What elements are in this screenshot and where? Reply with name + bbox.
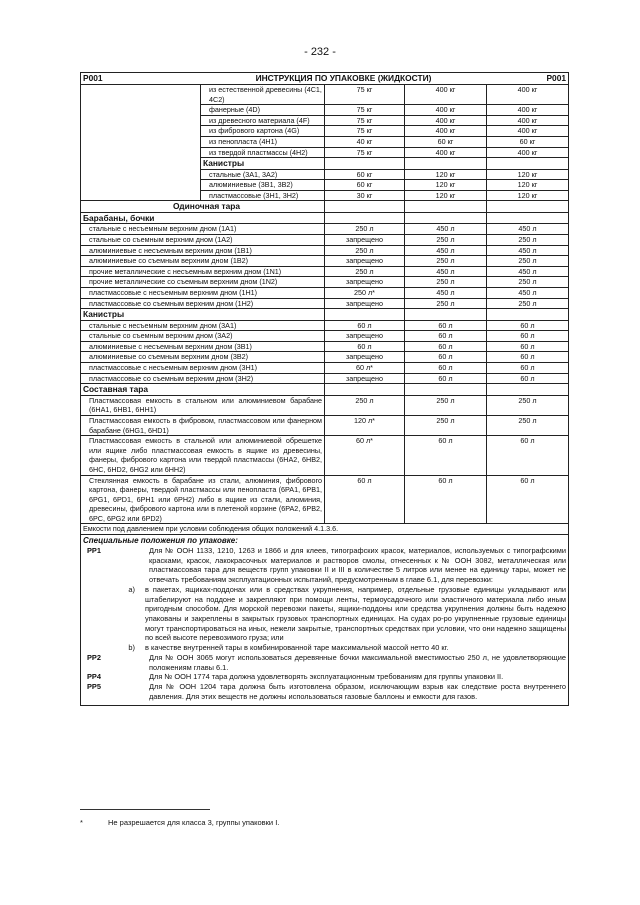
value-cell: запрещено [325, 277, 405, 288]
value-cell: 400 кг [405, 126, 487, 137]
table-row [81, 266, 569, 277]
value-cell: 400 кг [405, 115, 487, 126]
empty-cell [325, 384, 405, 396]
value-cell: 60 л [487, 341, 569, 352]
value-cell: 75 кг [325, 126, 405, 137]
value-cell: запрещено [325, 235, 405, 246]
row-label: пластмассовые с несъемным верхним дном (3H1) [81, 363, 325, 374]
subsection-row [81, 158, 569, 170]
table-row [81, 277, 569, 288]
value-cell: 120 л* [325, 415, 405, 435]
value-cell: 450 л [487, 224, 569, 235]
section-title-row [81, 384, 569, 396]
empty-cell [325, 309, 405, 321]
table-row [81, 298, 569, 309]
value-cell: 60 кг [405, 136, 487, 147]
value-cell: 450 л [405, 288, 487, 299]
section-title-row [81, 309, 569, 321]
provision-text: Для № ООН 1774 тара должна удовлетворять эксплуатационным требованиям для группы упаковки II. [149, 672, 504, 682]
value-cell: 250 л [405, 298, 487, 309]
row-label: фанерные (4D) [201, 105, 325, 116]
row-label: из фибрового картона (4G) [201, 126, 325, 137]
value-cell: 450 л [405, 266, 487, 277]
value-cell: 400 кг [405, 85, 487, 105]
row-label: стальные со съемным верхним дном (3A2) [81, 331, 325, 342]
value-cell: запрещено [325, 298, 405, 309]
row-label: стальные с несъемным верхним дном (1A1) [81, 224, 325, 235]
provision-code: PP1 [87, 546, 101, 556]
table-row [81, 352, 569, 363]
value-cell: 30 кг [325, 190, 405, 201]
empty-cell [405, 201, 487, 213]
subitem-text: в качестве внутренней тары в комбинированной таре максимальной массой нетто 40 кг. [145, 643, 449, 653]
table-row [81, 288, 569, 299]
table-row [81, 341, 569, 352]
row-label: из пенопласта (4H1) [201, 136, 325, 147]
spacer-cell [81, 136, 201, 147]
row-label: Стеклянная емкость в барабане из стали, алюминия, фибрового картона, фанеры, твердой пластмассы или пенопласта (6PA1, 6PB1, 6PG1, 6PD1, 6PH1 или 6PH2) либо в ящике из стали, алюминия, древесины, фибрового картона или в плетеной корзине (6PA2, 6PB2, 6PC, 6PG2 или 6PD2) [81, 475, 325, 524]
row-label: прочие металлические со съемным верхним дном (1N2) [81, 277, 325, 288]
table-row [81, 190, 569, 201]
spacer-cell [81, 180, 201, 191]
row-label: пластмассовые (3H1, 3H2) [201, 190, 325, 201]
value-cell: 60 кг [325, 180, 405, 191]
provision-code: PP2 [87, 652, 101, 662]
table-row [81, 180, 569, 191]
value-cell: 250 л [487, 395, 569, 415]
value-cell: 250 л [405, 277, 487, 288]
subitem-label: b) [128, 643, 135, 653]
value-cell: 60 л [405, 363, 487, 374]
value-cell: 250 л [405, 256, 487, 267]
footnote-separator [80, 809, 210, 810]
spacer-cell [81, 105, 201, 116]
section-title: Составная тара [81, 384, 325, 396]
row-label: пластмассовые с несъемным верхним дном (1H1) [81, 288, 325, 299]
table-row [81, 436, 569, 475]
header-right-code: P001 [487, 73, 569, 85]
table-row [81, 415, 569, 435]
value-cell: 40 кг [325, 136, 405, 147]
empty-cell [405, 158, 487, 170]
value-cell: 400 кг [405, 105, 487, 116]
value-cell: 60 л [487, 331, 569, 342]
row-label: алюминиевые (3B1, 3B2) [201, 180, 325, 191]
row-label: алюминиевые с несъемным верхним дном (1B1) [81, 245, 325, 256]
empty-cell [405, 212, 487, 224]
row-label: алюминиевые со съемным верхним дном (3B2) [81, 352, 325, 363]
value-cell: 120 кг [487, 180, 569, 191]
value-cell: 120 кг [405, 190, 487, 201]
table-row [81, 475, 569, 524]
value-cell: 450 л [405, 224, 487, 235]
value-cell: 75 кг [325, 105, 405, 116]
value-cell: 60 л [487, 363, 569, 374]
value-cell: 250 л [487, 235, 569, 246]
table-row [81, 395, 569, 415]
value-cell: 450 л [487, 288, 569, 299]
empty-cell [405, 384, 487, 396]
value-cell: 60 л [325, 320, 405, 331]
value-cell: 60 кг [487, 136, 569, 147]
value-cell: запрещено [325, 352, 405, 363]
provision-item [83, 682, 566, 701]
spacer-cell [81, 169, 201, 180]
table-row [81, 126, 569, 137]
provision-text: Для № ООН 1133, 1210, 1263 и 1866 и для клеев, типографских красок, материалов, используемых с типографскими красками, красок, лакокрасочных материалов и растворов смолы, отнесенных к № ООН 3082, металлическая или пластмассовая тара для веществ групп упаковки II и III в количестве 5 литров или менее на единицу тары, может не отвечать требованиям эксплуатационных испытаний, предусмотренным в главе 6.1, для перевозки: [149, 546, 567, 585]
row-label: пластмассовые со съемным верхним дном (1H2) [81, 298, 325, 309]
value-cell: 60 л [405, 331, 487, 342]
value-cell: 60 л [405, 341, 487, 352]
value-cell: 60 л* [325, 363, 405, 374]
value-cell: 400 кг [487, 105, 569, 116]
page-number: - 232 - [304, 46, 336, 58]
empty-cell [487, 384, 569, 396]
value-cell: запрещено [325, 331, 405, 342]
value-cell: 75 кг [325, 147, 405, 158]
value-cell: 250 л [487, 277, 569, 288]
value-cell: 120 кг [405, 169, 487, 180]
row-label: стальные с несъемным верхним дном (3A1) [81, 320, 325, 331]
table-row [81, 169, 569, 180]
value-cell: 120 кг [405, 180, 487, 191]
value-cell: запрещено [325, 256, 405, 267]
spacer-cell [81, 126, 201, 137]
provision-item [83, 672, 566, 682]
value-cell: 250 л [487, 256, 569, 267]
provision-text: Для № ООН 1204 тара должна быть изготовлена образом, исключающим взрыв как следствие роста внутреннего давления. Для этих веществ не должны использоваться газовые баллоны и емкости для газов. [149, 681, 567, 701]
value-cell: 75 кг [325, 85, 405, 105]
empty-cell [487, 201, 569, 213]
provision-subitem [83, 643, 566, 653]
spacer-cell [81, 85, 201, 105]
empty-cell [325, 201, 405, 213]
value-cell: 450 л [405, 245, 487, 256]
provision-item [83, 546, 566, 585]
value-cell: 75 кг [325, 115, 405, 126]
value-cell: 400 кг [405, 147, 487, 158]
instruction-grid [80, 72, 569, 706]
row-label: прочие металлические с несъемным верхним дном (1N1) [81, 266, 325, 277]
note-row [81, 524, 569, 535]
spacer-cell [81, 115, 201, 126]
value-cell: 120 кг [487, 190, 569, 201]
table-row [81, 105, 569, 116]
footnote-text: Не разрешается для класса 3, группы упаковки I. [108, 818, 280, 827]
table-row [81, 224, 569, 235]
spacer-cell [81, 158, 201, 170]
section-title: Барабаны, бочки [81, 212, 325, 224]
value-cell: 60 л [325, 341, 405, 352]
value-cell: 400 кг [487, 85, 569, 105]
row-label: Пластмассовая емкость в стальной или алюминиевой обрешетке или ящике либо пластмассовая емкость в ящике из древесины, фанеры, фибрового картона или твердой пластмассы (6HA2, 6HB2, 6HC, 6HD2, 6HG2 или 6HH2) [81, 436, 325, 475]
value-cell: 250 л [405, 415, 487, 435]
row-label: стальные (3A1, 3A2) [201, 169, 325, 180]
subitem-label: a) [128, 584, 135, 594]
table-row [81, 331, 569, 342]
table-row [81, 147, 569, 158]
value-cell: 60 л [405, 475, 487, 524]
special-provisions-row [81, 535, 569, 706]
provision-code: PP5 [87, 681, 101, 691]
value-cell: 450 л [487, 266, 569, 277]
value-cell: 400 кг [487, 115, 569, 126]
provision-subitem [83, 585, 566, 643]
value-cell: 250 л [325, 395, 405, 415]
value-cell: 60 л [487, 475, 569, 524]
empty-cell [487, 212, 569, 224]
special-title: Специальные положения по упаковке: [83, 536, 238, 546]
row-label: алюминиевые с несъемным верхним дном (3B1) [81, 341, 325, 352]
table-row [81, 115, 569, 126]
value-cell: 60 л [487, 352, 569, 363]
table-row [81, 363, 569, 374]
row-label: из естественной древесины (4C1, 4C2) [201, 85, 325, 105]
value-cell: 60 л [487, 436, 569, 475]
subsection-title: Канистры [201, 158, 325, 170]
value-cell: 250 л [405, 235, 487, 246]
row-label: из твердой пластмассы (4H2) [201, 147, 325, 158]
value-cell: 60 л [405, 373, 487, 384]
row-label: из древесного материала (4F) [201, 115, 325, 126]
value-cell: 60 л* [325, 436, 405, 475]
row-label: Пластмассовая емкость в стальном или алюминиевом барабане (6HA1, 6HB1, 6HH1) [81, 395, 325, 415]
value-cell: 250 л [325, 266, 405, 277]
value-cell: 250 л [325, 245, 405, 256]
spacer-cell [81, 190, 201, 201]
row-label: пластмассовые со съемным верхним дном (3H2) [81, 373, 325, 384]
special-provisions [81, 535, 569, 706]
value-cell: 60 л [405, 436, 487, 475]
value-cell: 400 кг [487, 147, 569, 158]
spacer-cell [81, 147, 201, 158]
value-cell: 250 л* [325, 288, 405, 299]
empty-cell [487, 309, 569, 321]
pressure-note: Емкости под давлением при условии соблюдения общих положений 4.1.3.6. [81, 524, 569, 535]
value-cell: 250 л [487, 298, 569, 309]
packing-instruction-table [80, 72, 568, 706]
empty-cell [405, 309, 487, 321]
value-cell: запрещено [325, 373, 405, 384]
provision-text: Для № ООН 3065 могут использоваться деревянные бочки максимальной вместимостью 250 л, не удовлетворяющие положениям главы 6.1. [149, 652, 567, 672]
row-label: стальные со съемным верхним дном (1A2) [81, 235, 325, 246]
header-row [81, 73, 569, 85]
row-label: Пластмассовая емкость в фибровом, пластмассовом или фанерном барабане (6HG1, 6HD1) [81, 415, 325, 435]
value-cell: 250 л [405, 395, 487, 415]
value-cell: 60 л [487, 320, 569, 331]
value-cell: 60 л [325, 475, 405, 524]
table-row [81, 373, 569, 384]
value-cell: 60 кг [325, 169, 405, 180]
provision-code: PP4 [87, 672, 101, 682]
value-cell: 400 кг [487, 126, 569, 137]
value-cell: 250 л [325, 224, 405, 235]
empty-cell [325, 212, 405, 224]
value-cell: 60 л [487, 373, 569, 384]
empty-cell [487, 158, 569, 170]
value-cell: 60 л [405, 352, 487, 363]
value-cell: 120 кг [487, 169, 569, 180]
footnote [80, 818, 279, 827]
table-row [81, 136, 569, 147]
section-title-row [81, 212, 569, 224]
subitem-text: в пакетах, ящиках-поддонах или в средствах укрупнения, например, отдельные грузовые единицы укладывают или штабелируют на поддоне и закрепляют при помощи ленты, термоусадочного или эластичного материала либо иным пригодным способом. Для морской перевозки пакеты, ящики-поддоны или средства укрупнения должны быть надежно упакованы и закреплены в закрытых грузовых транспортных единицах. На судах ро-ро укрупненные грузовые единицы могут транспортироваться на иных, нежели закрытые, транспортных средствах при условии, что они надежно защищены по всей высоте перевозимого груза; или [145, 584, 567, 643]
header-left-code: P001 [81, 73, 201, 85]
table-body [81, 73, 569, 706]
empty-cell [325, 158, 405, 170]
table-row [81, 245, 569, 256]
value-cell: 450 л [487, 245, 569, 256]
value-cell: 250 л [487, 415, 569, 435]
section-title: Одиночная тара [81, 201, 325, 213]
header-title: ИНСТРУКЦИЯ ПО УПАКОВКЕ (ЖИДКОСТИ) [201, 73, 487, 85]
row-label: алюминиевые со съемным верхним дном (1B2) [81, 256, 325, 267]
value-cell: 60 л [405, 320, 487, 331]
table-row [81, 256, 569, 267]
section-title-row [81, 201, 569, 213]
section-title: Канистры [81, 309, 325, 321]
table-row [81, 320, 569, 331]
footnote-mark: * [80, 818, 83, 827]
provision-item [83, 653, 566, 672]
table-row [81, 235, 569, 246]
table-row [81, 85, 569, 105]
